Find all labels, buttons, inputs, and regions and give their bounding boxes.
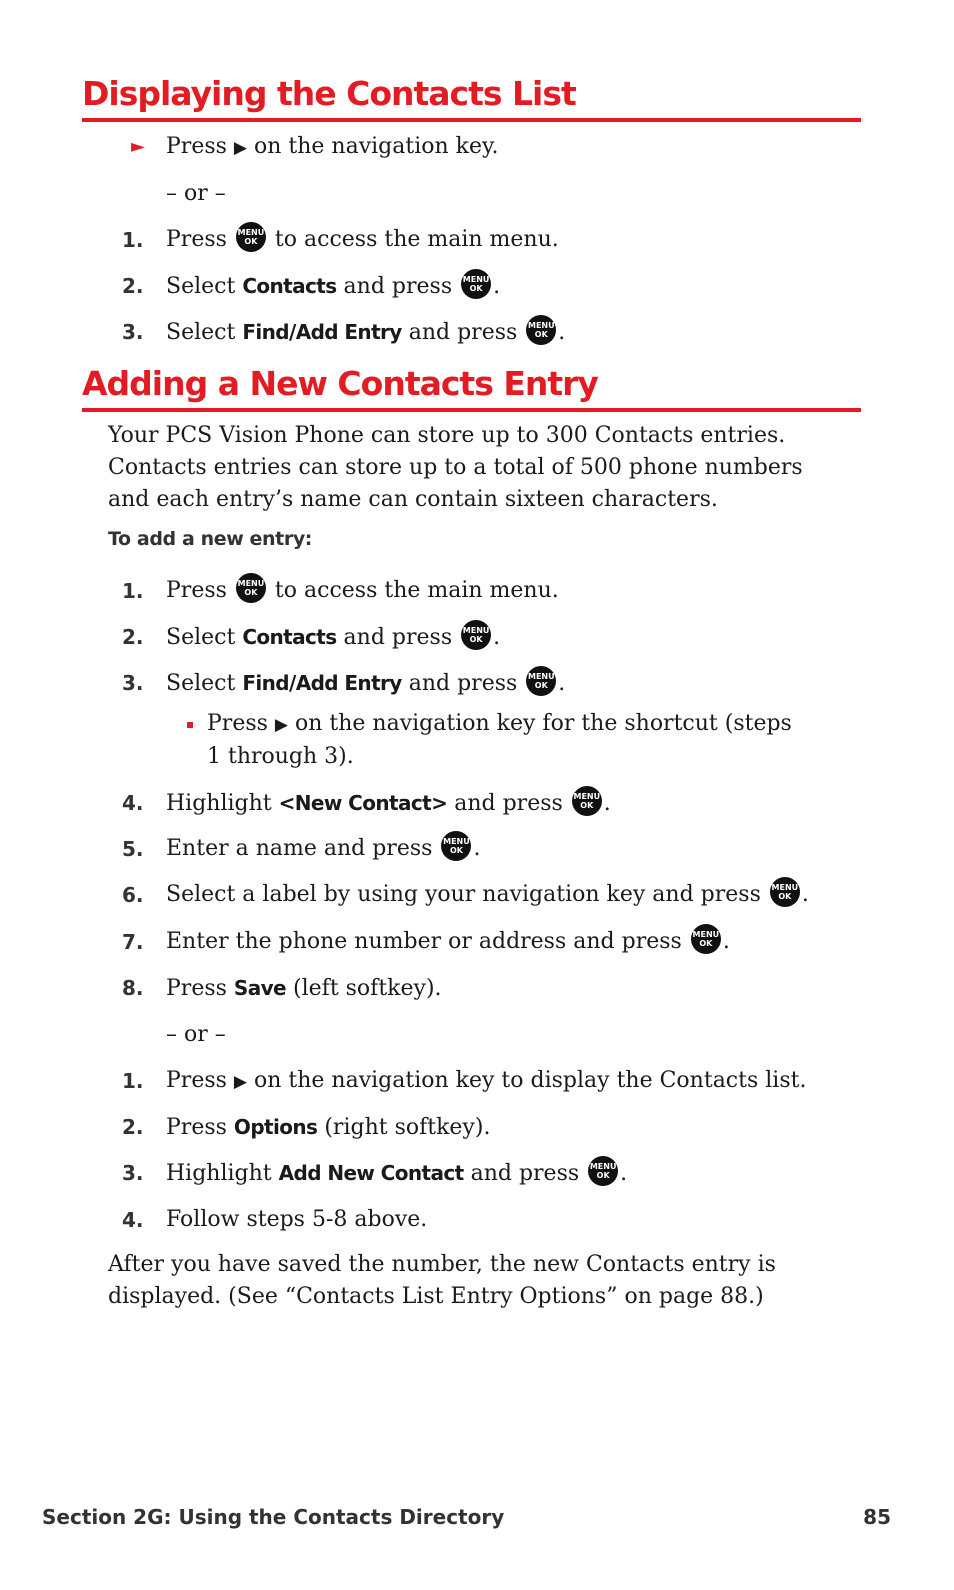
footer-section-title: Section 2G: Using the Contacts Directory bbox=[42, 1505, 505, 1529]
step-text: to access the main menu. bbox=[274, 578, 559, 603]
subheading: To add a new entry: bbox=[108, 528, 313, 550]
step-text: on the navigation key. bbox=[254, 134, 499, 159]
step-text: on the navigation key to display the Contacts list. bbox=[254, 1068, 807, 1093]
or-separator bbox=[0, 174, 954, 214]
menu-ok-key-icon: MENU OK bbox=[572, 786, 602, 816]
step-number: 1. bbox=[122, 579, 144, 603]
step-number: 8. bbox=[122, 976, 144, 1000]
step-punct: . bbox=[620, 1161, 628, 1186]
step-row bbox=[0, 783, 954, 823]
or-text: – or – bbox=[166, 1022, 226, 1047]
step-punct: . bbox=[493, 274, 501, 299]
step-punct: . bbox=[603, 791, 611, 816]
step-text: and press bbox=[343, 625, 453, 650]
outro-paragraph: After you have saved the number, the new Contacts entry is displayed. (See “Contacts List Entry Options” on page 88.) bbox=[108, 1252, 776, 1309]
step-number: 2. bbox=[122, 274, 144, 298]
right-arrow-icon: ▶ bbox=[233, 138, 247, 158]
step-row bbox=[0, 312, 954, 352]
softkey-name: Save bbox=[233, 976, 287, 1000]
step-text: Highlight bbox=[166, 1161, 272, 1186]
or-text: – or – bbox=[166, 181, 226, 206]
menu-ok-key-icon: MENU OK bbox=[461, 269, 491, 299]
step-text: and press bbox=[343, 274, 453, 299]
right-arrow-icon: ▶ bbox=[233, 1072, 247, 1092]
alt-step-row bbox=[0, 1107, 954, 1147]
step-punct: . bbox=[473, 836, 481, 861]
menu-item-name: <New Contact> bbox=[278, 791, 448, 815]
intro-paragraph: Your PCS Vision Phone can store up to 300 Contacts entries. Contacts entries can store up to a total of 500 phone numbers and each entry’s name can contain sixteen characters. bbox=[108, 423, 803, 512]
menu-ok-key-icon: MENU OK bbox=[770, 877, 800, 907]
step-text: Highlight bbox=[166, 791, 272, 816]
or-separator bbox=[0, 1015, 954, 1055]
menu-ok-key-icon: MENU OK bbox=[526, 666, 556, 696]
step-number: 1. bbox=[122, 228, 144, 252]
step-text: Press bbox=[166, 1068, 227, 1093]
step-punct: . bbox=[493, 625, 501, 650]
step-row bbox=[0, 617, 954, 657]
step-text: Press bbox=[166, 227, 227, 252]
step-text: to access the main menu. bbox=[274, 227, 559, 252]
step-number: 3. bbox=[122, 320, 144, 344]
step-text: (left softkey). bbox=[293, 976, 442, 1001]
step-row bbox=[0, 220, 954, 260]
step-number: 7. bbox=[122, 930, 144, 954]
step-row bbox=[0, 571, 954, 611]
red-bullet-icon bbox=[187, 722, 193, 728]
step-number: 1. bbox=[122, 1069, 144, 1093]
menu-ok-key-icon: MENU OK bbox=[691, 924, 721, 954]
red-arrow-icon: ► bbox=[131, 136, 145, 157]
menu-ok-key-icon: MENU OK bbox=[236, 573, 266, 603]
step-text: Press bbox=[166, 976, 227, 1001]
step-punct: . bbox=[558, 320, 566, 345]
step-row bbox=[0, 968, 954, 1008]
step-number: 2. bbox=[122, 625, 144, 649]
step-text: Press bbox=[166, 1115, 227, 1140]
menu-ok-key-icon: MENU OK bbox=[526, 315, 556, 345]
page-number: 85 bbox=[863, 1505, 891, 1529]
step-text: Select bbox=[166, 274, 236, 299]
menu-item-name: Contacts bbox=[242, 625, 337, 649]
step-text: Follow steps 5-8 above. bbox=[166, 1207, 428, 1232]
bullet-text: on the navigation key for the shortcut (steps 1 through 3). bbox=[207, 711, 792, 769]
step-text: and press bbox=[470, 1161, 580, 1186]
step-row bbox=[0, 875, 954, 915]
menu-item-name: Find/Add Entry bbox=[242, 320, 402, 344]
step-row bbox=[0, 922, 954, 962]
menu-ok-key-icon: MENU OK bbox=[236, 222, 266, 252]
alt-step-row bbox=[0, 1200, 954, 1240]
step-number: 5. bbox=[122, 837, 144, 861]
step-text: and press bbox=[408, 671, 518, 696]
step-text: Select a label by using your navigation key and press bbox=[166, 882, 761, 907]
step-text: Press bbox=[166, 578, 227, 603]
menu-item-name: Contacts bbox=[242, 274, 337, 298]
section-heading-adding-entry: Adding a New Contacts Entry bbox=[82, 364, 861, 412]
step-number: 6. bbox=[122, 883, 144, 907]
step-text: Select bbox=[166, 625, 236, 650]
step-number: 3. bbox=[122, 1161, 144, 1185]
step-number: 2. bbox=[122, 1115, 144, 1139]
menu-item-name: Find/Add Entry bbox=[242, 671, 402, 695]
bullet-text: Press bbox=[207, 711, 268, 736]
step-punct: . bbox=[722, 929, 730, 954]
step-text: Select bbox=[166, 320, 236, 345]
step-number: 4. bbox=[122, 791, 144, 815]
step-text: Enter the phone number or address and press bbox=[166, 929, 682, 954]
arrow-step bbox=[0, 127, 954, 167]
right-arrow-icon: ▶ bbox=[274, 715, 288, 735]
step-text: Enter a name and press bbox=[166, 836, 433, 861]
step-number: 3. bbox=[122, 671, 144, 695]
step-row bbox=[0, 266, 954, 306]
step-row bbox=[0, 663, 954, 703]
alt-step-row bbox=[0, 1061, 954, 1101]
menu-ok-key-icon: MENU OK bbox=[461, 620, 491, 650]
step-row bbox=[0, 829, 954, 869]
step-punct: . bbox=[558, 671, 566, 696]
menu-ok-key-icon: MENU OK bbox=[588, 1156, 618, 1186]
step-text: (right softkey). bbox=[324, 1115, 491, 1140]
step-text: Press bbox=[166, 134, 227, 159]
section-heading-displaying-contacts: Displaying the Contacts List bbox=[82, 74, 861, 122]
step-text: and press bbox=[454, 791, 563, 816]
alt-step-row bbox=[0, 1153, 954, 1193]
step-punct: . bbox=[801, 882, 809, 907]
menu-ok-key-icon: MENU OK bbox=[441, 831, 471, 861]
menu-item-name: Add New Contact bbox=[278, 1161, 464, 1185]
step-text: and press bbox=[408, 320, 518, 345]
softkey-name: Options bbox=[233, 1115, 318, 1139]
step-number: 4. bbox=[122, 1208, 144, 1232]
step-text: Select bbox=[166, 671, 236, 696]
